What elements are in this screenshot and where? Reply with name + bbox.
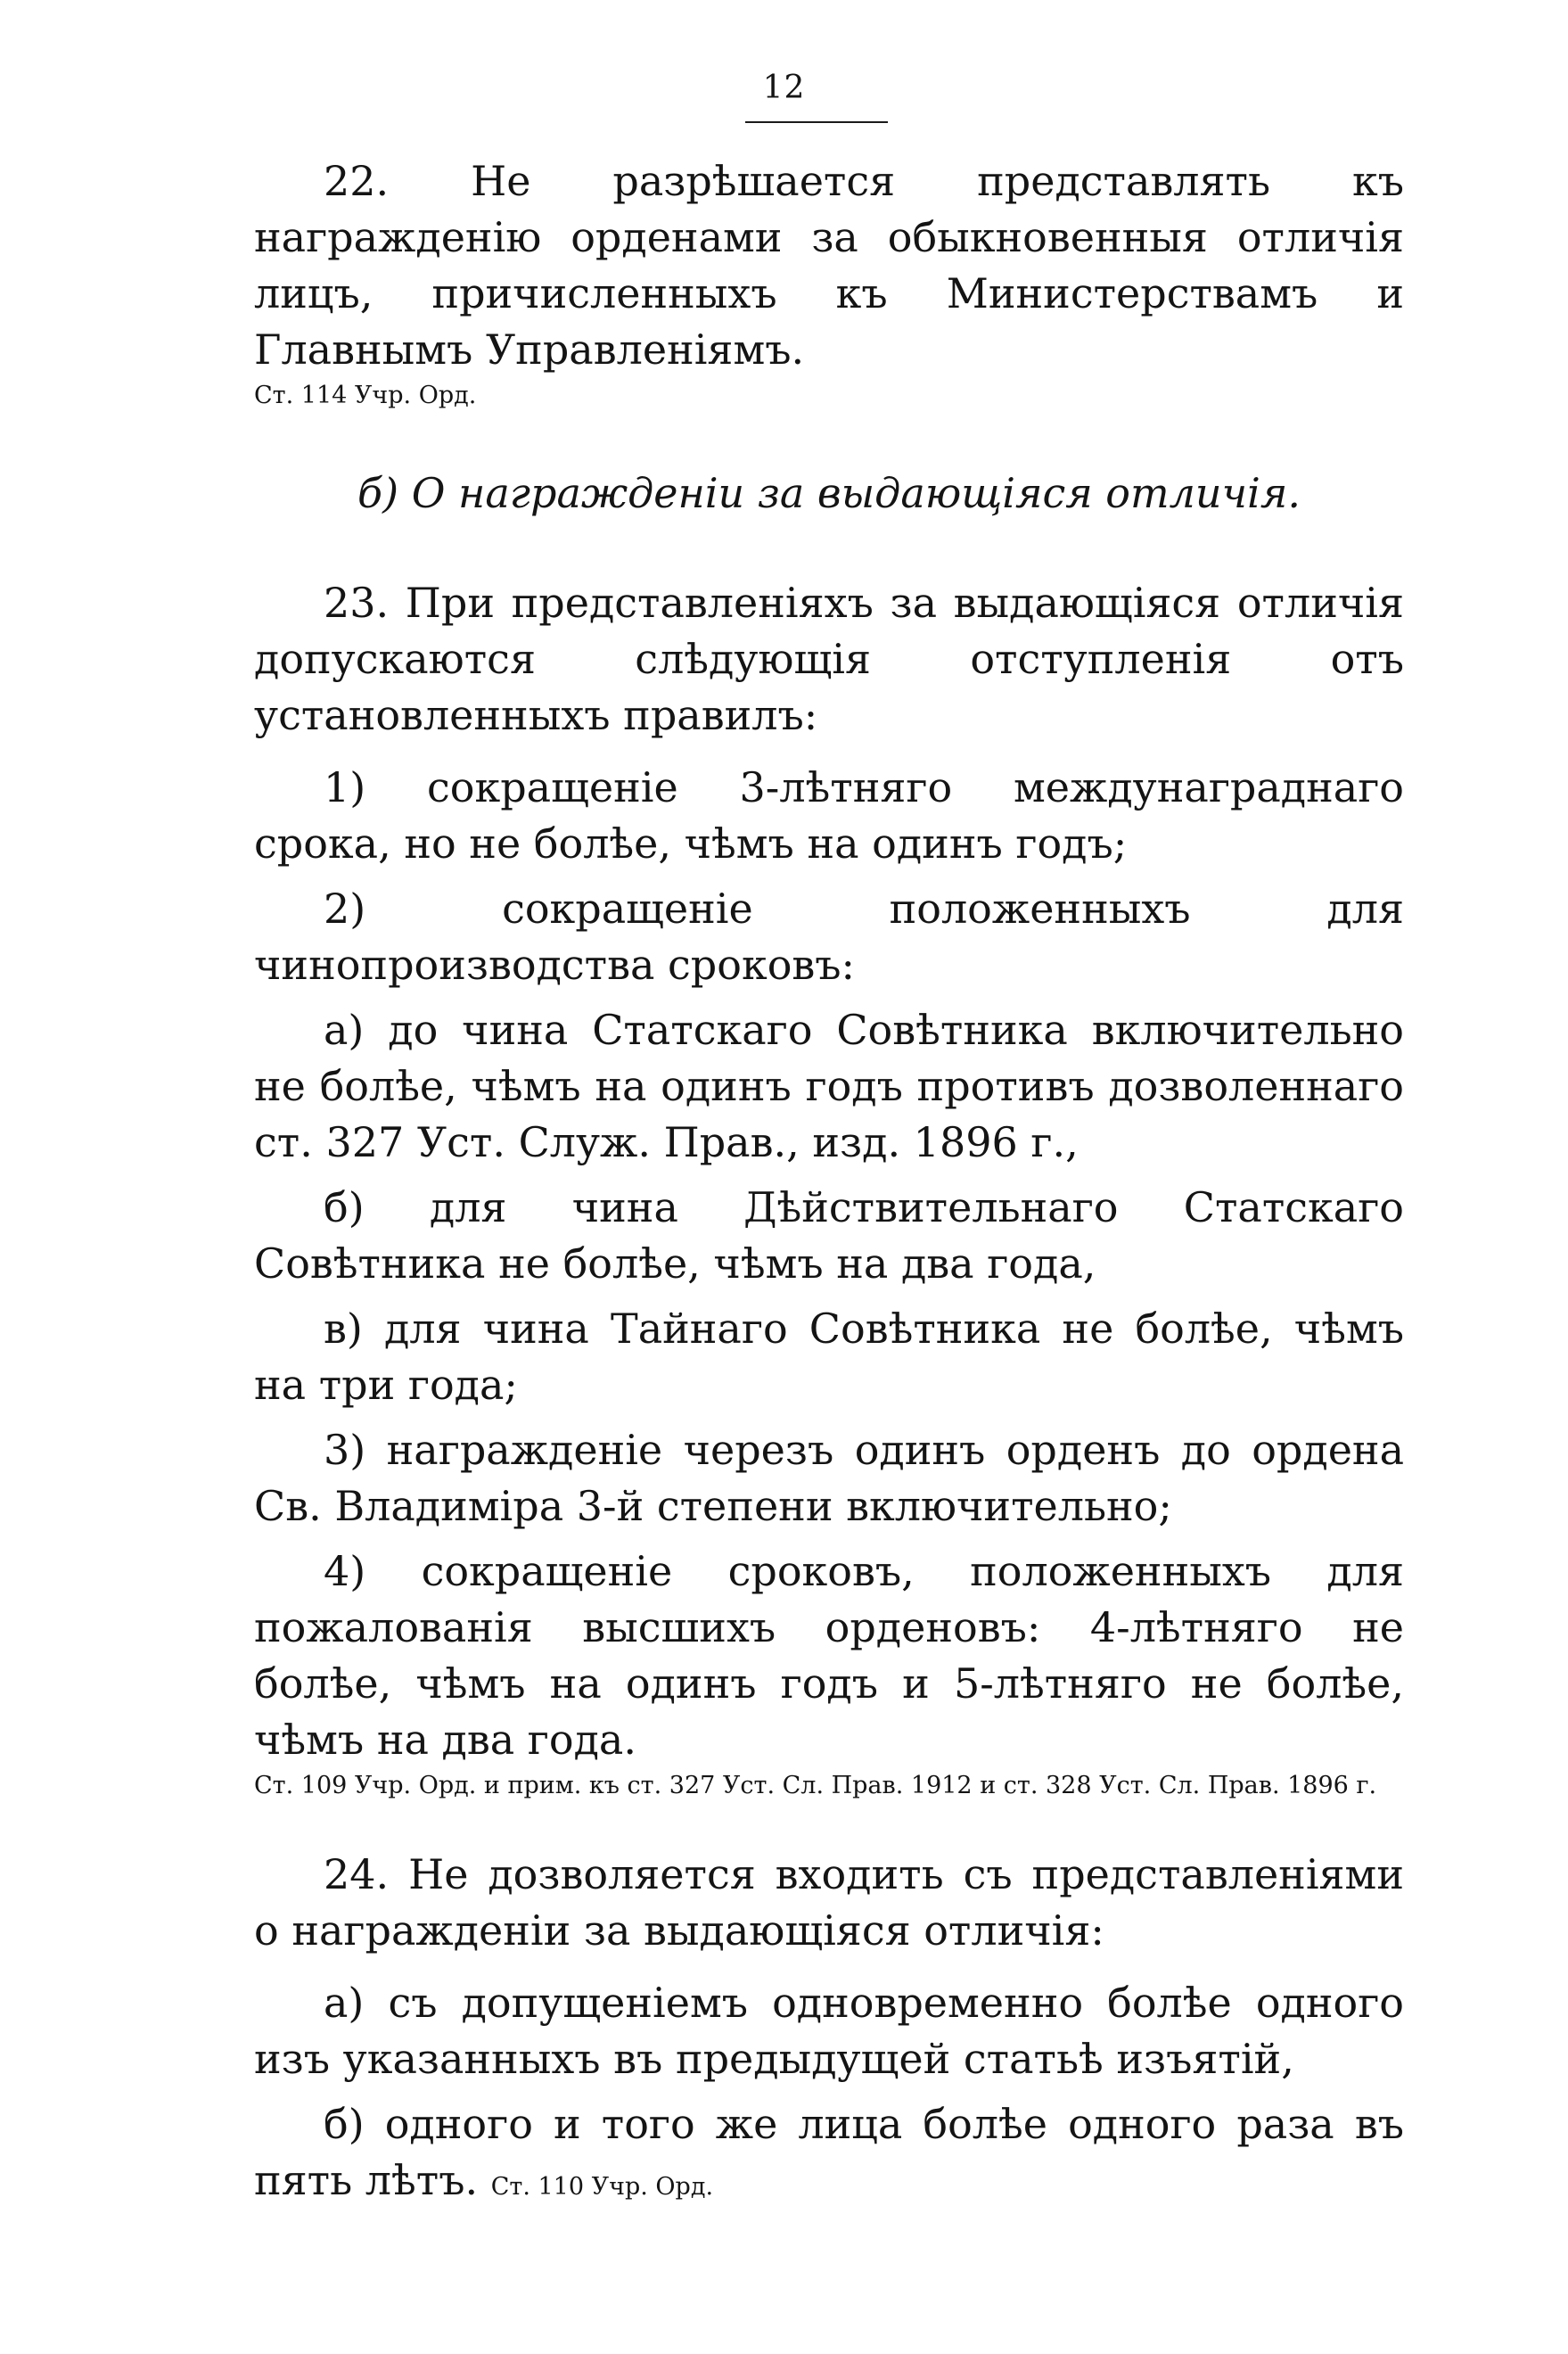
article-23-item-4: 4) сокращеніе сроковъ, положенныхъ для пожалованія высшихъ орденовъ: 4-лѣтняго не болѣе, чѣмъ на одинъ годъ и 5-лѣтняго не болѣе, чѣмъ на два года. [254,1547,1404,1764]
article-22-text: 22. Не разрѣшается представлять къ награжденію орденами за обыкновенныя отличія лицъ, причисленныхъ къ Министерствамъ и Главнымъ Управленіямъ. [254,157,1404,374]
article-23-reference: Ст. 109 Учр. Орд. и прим. къ ст. 327 Уст. Сл. Прав. 1912 и ст. 328 Уст. Сл. Прав. 1896 г. [254,1772,1377,1799]
section-heading: б) О награжденіи за выдающіяся отличія. [357,469,1301,517]
article-24-reference: Ст. 110 Учр. Орд. [490,2173,714,2201]
page-number: 12 [762,70,806,106]
article-23-intro: 23. При представленіяхъ за выдающіяся отличія допускаются слѣдующія отступленія отъ установленныхъ правилъ: [254,579,1404,739]
article-23-item-2b: б) для чина Дѣйствительнаго Статскаго Совѣтника не болѣе, чѣмъ на два года, [254,1183,1404,1288]
article-24-intro: 24. Не дозволяется входить съ представленіями о награжденіи за выдающіяся отличія: [254,1850,1404,1955]
page-body [254,153,1404,2215]
article-23-item-2a: а) до чина Статскаго Совѣтника включительно не болѣе, чѣмъ на одинъ годъ противъ дозволеннаго ст. 327 Уст. Служ. Прав., изд. 1896 г., [254,1006,1404,1166]
article-24-item-b-text: б) одного и того же лица болѣе одного раза въ пять лѣтъ. [254,2100,1404,2204]
article-23-item-3: 3) награжденіе черезъ одинъ орденъ до ордена Св. Владиміра 3-й степени включительно; [254,1426,1404,1530]
article-24-item-a: а) съ допущеніемъ одновременно болѣе одного изъ указанныхъ въ предыдущей статьѣ изъятій, [254,1979,1404,2083]
article-22-reference: Ст. 114 Учр. Орд. [254,382,477,409]
header-rule [745,121,888,123]
article-24-item-b [254,2096,1404,2215]
article-23-item-1: 1) сокращеніе 3-лѣтняго междунаграднаго срока, но не болѣе, чѣмъ на одинъ годъ; [254,763,1404,868]
article-23-item-2: 2) сокращеніе положенныхъ для чинопроизводства сроковъ: [254,885,1404,989]
article-23-item-2c: в) для чина Тайнаго Совѣтника не болѣе, чѣмъ на три года; [254,1305,1404,1409]
